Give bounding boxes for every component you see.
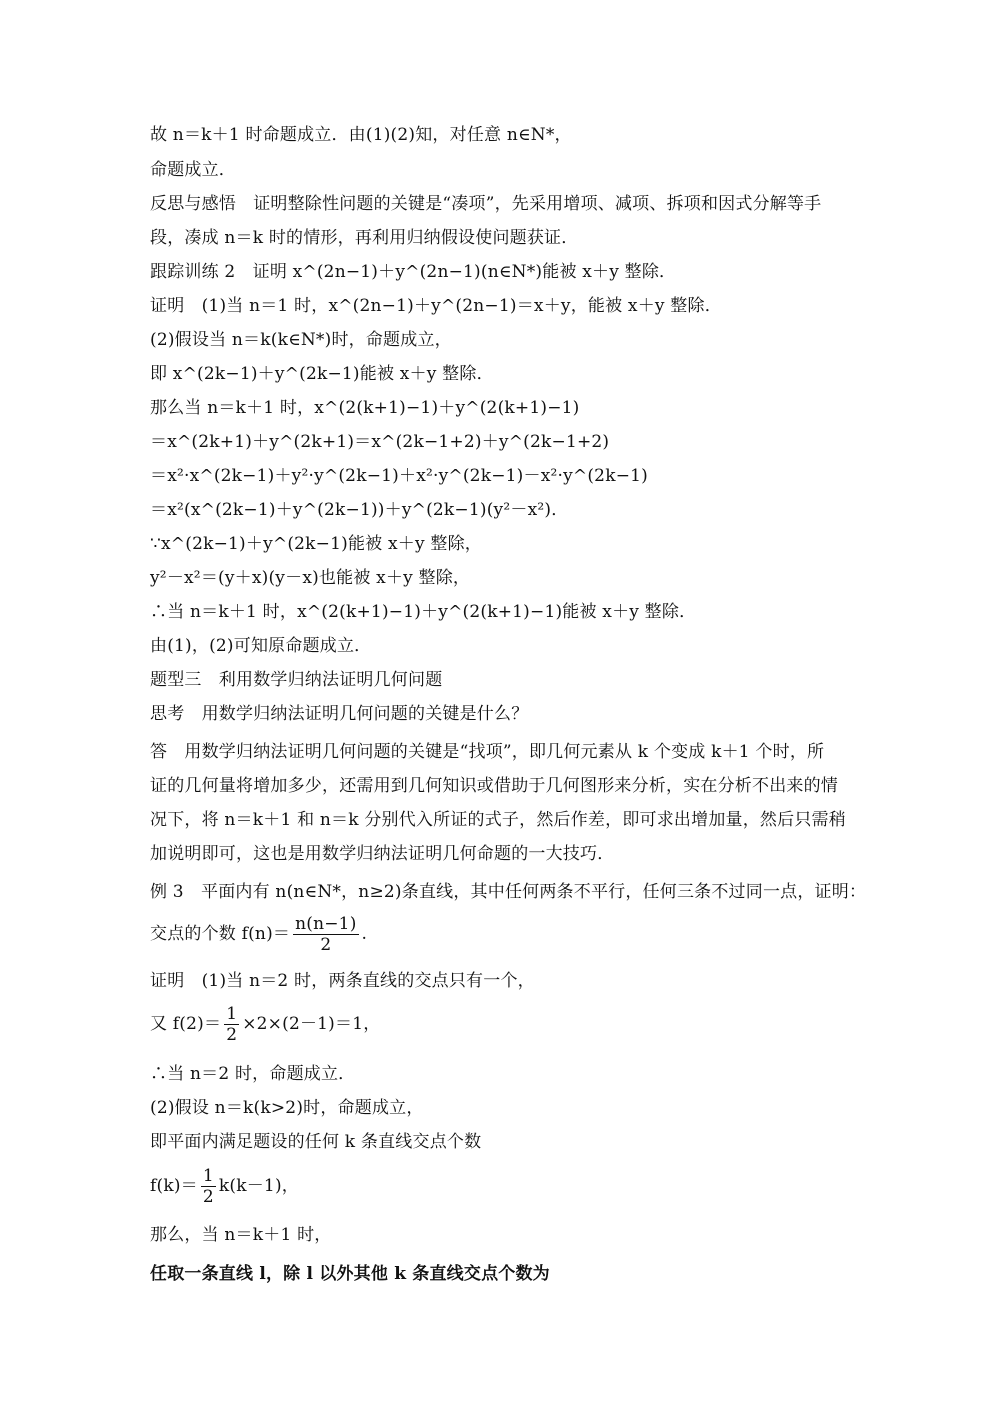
text-line: 命题成立． — [150, 160, 236, 180]
fraction-numerator: 1 — [226, 1004, 238, 1024]
formula-line — [150, 1003, 380, 1045]
text-line: ∴当 n＝k＋1 时，x^(2(k+1)−1)＋y^(2(k+1)−1)能被 x＋y 整除． — [150, 602, 697, 622]
fraction — [224, 1004, 239, 1045]
fraction — [293, 914, 358, 955]
formula-line — [150, 1165, 299, 1207]
text-line: ∵x^(2k−1)＋y^(2k−1)能被 x＋y 整除， — [150, 534, 482, 554]
text-line: 故 n＝k＋1 时命题成立．由(1)(2)知，对任意 n∈N*， — [150, 125, 572, 145]
text-line: 那么，当 n＝k＋1 时， — [150, 1225, 332, 1245]
text-line: 跟踪训练 2 证明 x^(2n−1)＋y^(2n−1)(n∈N*)能被 x＋y 整除． — [150, 262, 677, 282]
text-line: 即 x^(2k−1)＋y^(2k−1)能被 x＋y 整除． — [150, 364, 494, 384]
text-line: ＝x²·x^(2k−1)＋y²·y^(2k−1)＋x²·y^(2k−1)－x²·y^(2k−1) — [150, 466, 648, 486]
text-line: 段，凑成 n＝k 时的情形，再利用归纳假设使问题获证． — [150, 228, 579, 248]
text-line: ∴当 n＝2 时，命题成立． — [150, 1064, 356, 1084]
text-line: (2)假设 n＝k(k>2)时，命题成立， — [150, 1098, 424, 1118]
text-line: 答 用数学归纳法证明几何问题的关键是“找项”，即几何元素从 k 个变成 k＋1 个时，所 — [150, 742, 825, 762]
formula-prefix: f(k)＝ — [150, 1176, 198, 1196]
text-line: 任取一条直线 l，除 l 以外其他 k 条直线交点个数为 — [150, 1264, 550, 1284]
fraction — [201, 1166, 216, 1207]
fraction-denominator: 2 — [226, 1025, 238, 1045]
formula-line — [150, 913, 367, 955]
text-line: 证明 (1)当 n＝1 时，x^(2n−1)＋y^(2n−1)＝x＋y，能被 x＋y 整除． — [150, 296, 722, 316]
text-line: ＝x^(2k+1)＋y^(2k+1)＝x^(2k−1+2)＋y^(2k−1+2) — [150, 432, 610, 452]
text-line: y²－x²＝(y＋x)(y－x)也能被 x＋y 整除， — [150, 568, 471, 588]
text-line: 思考 用数学归纳法证明几何问题的关键是什么？ — [150, 704, 529, 724]
text-line: 由(1)，(2)可知原命题成立． — [150, 636, 372, 656]
fraction-denominator: 2 — [202, 1187, 214, 1207]
formula-prefix: 又 f(2)＝ — [150, 1014, 222, 1034]
fraction-numerator: 1 — [202, 1166, 214, 1186]
fraction-numerator: n(n−1) — [295, 914, 357, 934]
section-heading: 题型三 利用数学归纳法证明几何问题 — [150, 670, 443, 690]
text-line: 况下，将 n＝k＋1 和 n＝k 分别代入所证的式子，然后作差，即可求出增加量，然后只需稍 — [150, 810, 846, 830]
text-line: 反思与感悟 证明整除性问题的关键是“凑项”，先采用增项、减项、拆项和因式分解等手 — [150, 194, 822, 214]
text-line: 那么当 n＝k＋1 时，x^(2(k+1)−1)＋y^(2(k+1)−1) — [150, 398, 580, 418]
text-line: ＝x²(x^(2k−1)＋y^(2k−1))＋y^(2k−1)(y²－x²)． — [150, 500, 569, 520]
text-line: 证的几何量将增加多少，还需用到几何知识或借助于几何图形来分析，实在分析不出来的情 — [150, 776, 838, 796]
text-line: 例 3 平面内有 n(n∈N*，n≥2)条直线，其中任何两条不平行，任何三条不过同一点，证明： — [150, 882, 867, 902]
fraction-denominator: 2 — [320, 935, 332, 955]
formula-prefix: 交点的个数 f(n)＝ — [150, 924, 291, 944]
text-line: 证明 (1)当 n＝2 时，两条直线的交点只有一个， — [150, 971, 535, 991]
text-line: (2)假设当 n＝k(k∈N*)时，命题成立， — [150, 330, 452, 350]
text-line: 即平面内满足题设的任何 k 条直线交点个数 — [150, 1132, 482, 1152]
text-line: 加说明即可，这也是用数学归纳法证明几何命题的一大技巧． — [150, 844, 615, 864]
formula-suffix: k(k－1)， — [218, 1176, 299, 1196]
formula-suffix: ×2×(2－1)＝1， — [242, 1014, 381, 1034]
formula-suffix: . — [361, 924, 368, 944]
